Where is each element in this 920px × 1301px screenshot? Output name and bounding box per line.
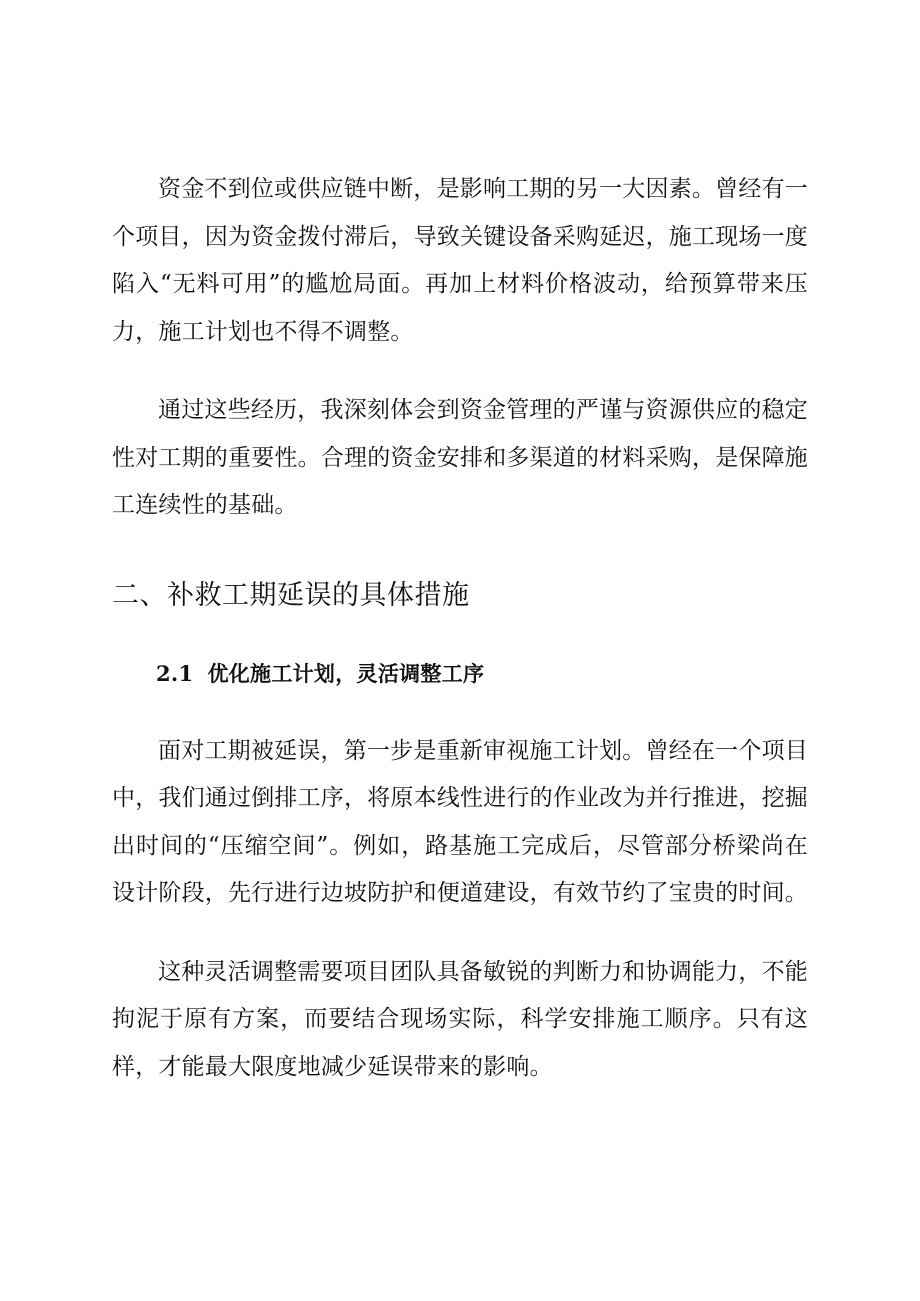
paragraph-gap <box>112 530 808 576</box>
subsection-heading <box>112 658 808 690</box>
section-heading: 二、补救工期延误的具体措施 <box>112 579 470 611</box>
subsection-title: 优化施工计划，灵活调整工序 <box>207 661 485 686</box>
paragraph-flexible-adjustment: 这种灵活调整需要项目团队具备敏锐的判断力和协调能力，不能拘泥于原有方案，而要结合现场实际，科学安排施工顺序。只有这样，才能最大限度地减少延误带来的影响。 <box>112 958 808 1080</box>
paragraph-lessons-learned: 通过这些经历，我深刻体会到资金管理的严谨与资源供应的稳定性对工期的重要性。合理的资金安排和多渠道的材料采购，是保障施工连续性的基础。 <box>112 397 808 518</box>
subsection-number: 2.1 <box>156 660 194 686</box>
heading-gap <box>112 616 808 658</box>
heading-gap <box>112 690 808 728</box>
document-body <box>112 166 808 1091</box>
paragraph-funding-supply-chain: 资金不到位或供应链中断，是影响工期的另一大因素。曾经有一个项目，因为资金拨付滞后，导致关键设备采购延迟，施工现场一度陷入“无料可用”的尴尬局面。再加上材料价格波动，给预算带来压力，施工计划也不得不调整。 <box>112 176 808 345</box>
paragraph-optimize-schedule: 面对工期被延误，第一步是重新审视施工计划。曾经在一个项目中，我们通过倒排工序，将原本线性进行的作业改为并行推进，挖掘出时间的“压缩空间”。例如，路基施工完成后，尽管部分桥梁尚在设计阶段，先行进行边坡防护和便道建设，有效节约了宝贵的时间。 <box>112 737 808 906</box>
paragraph-gap <box>112 918 808 949</box>
paragraph-gap <box>112 356 808 387</box>
